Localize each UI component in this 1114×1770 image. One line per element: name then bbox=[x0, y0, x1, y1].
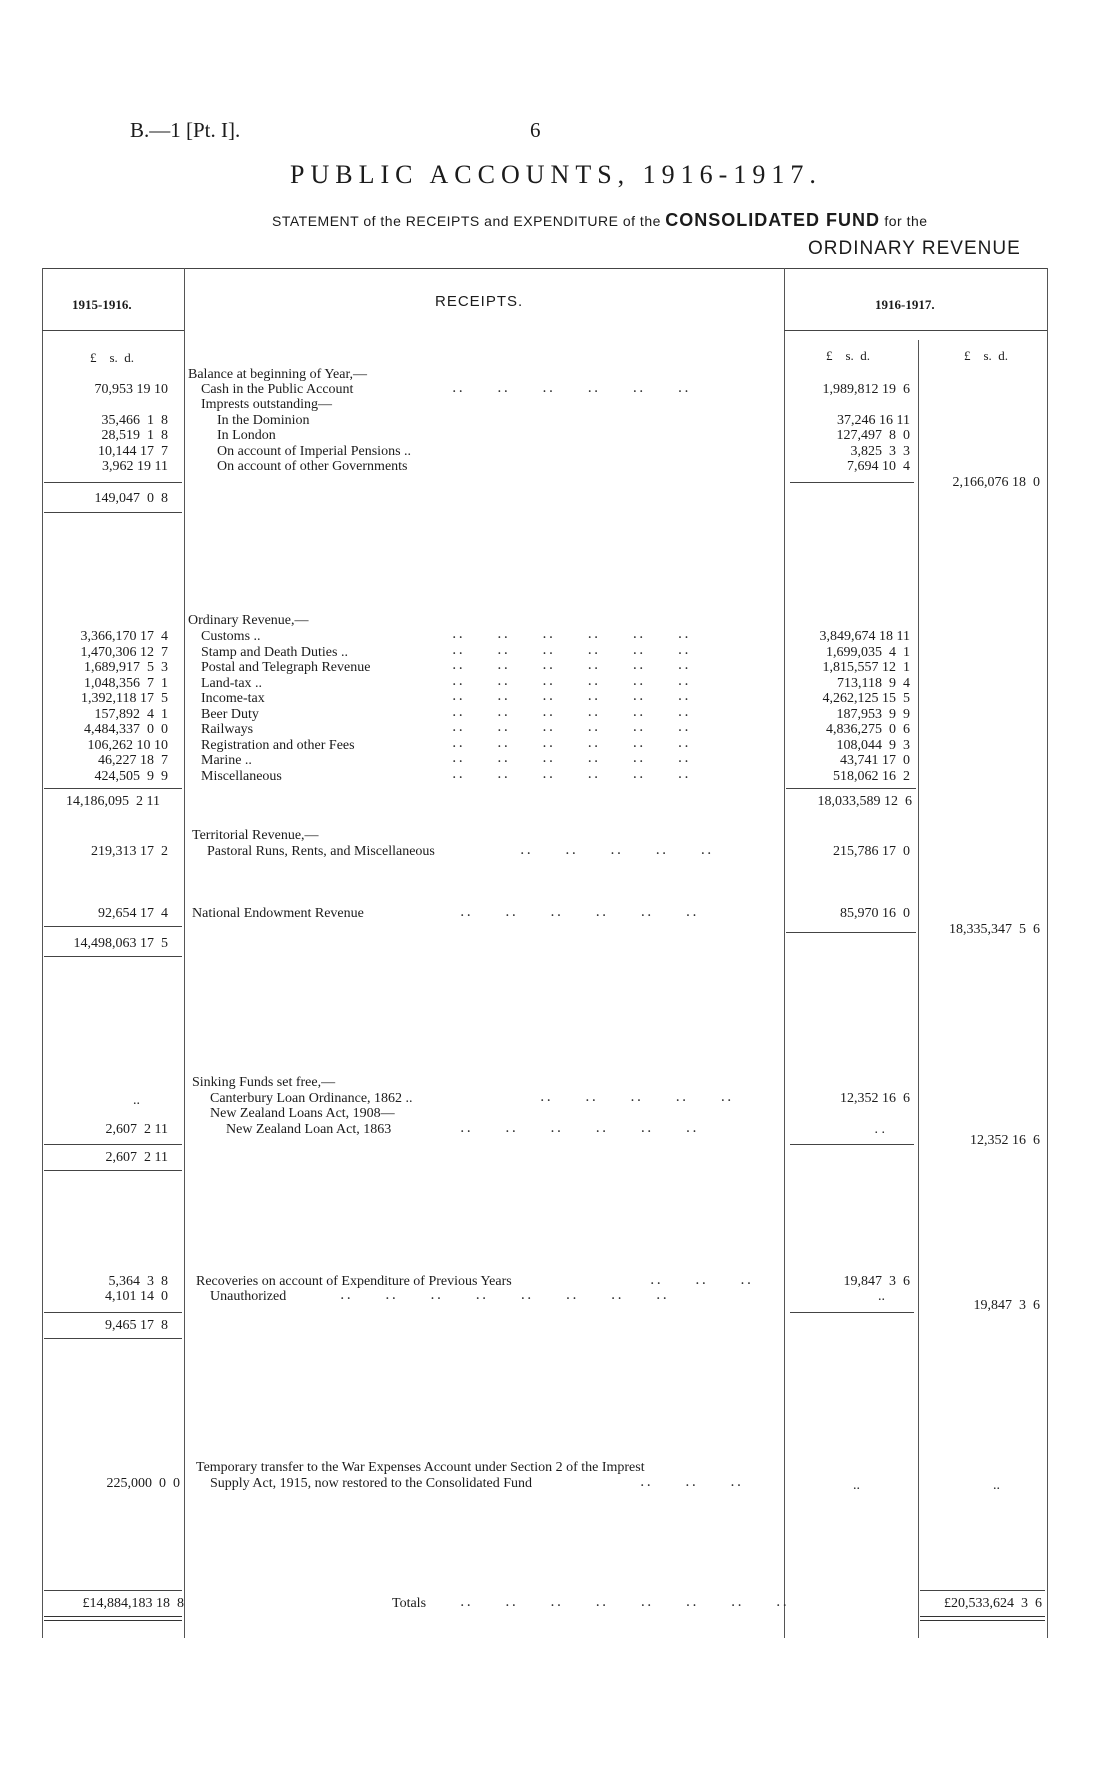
table-row: Registration and other Fees bbox=[201, 738, 355, 753]
list-item: In the Dominion bbox=[217, 413, 310, 428]
table-row: 4,836,275 0 6 bbox=[826, 722, 910, 737]
document-reference: B.—1 [Pt. I]. bbox=[130, 118, 241, 142]
temporary-label-b: Supply Act, 1915, now restored to the Consolidated Fund bbox=[210, 1476, 532, 1491]
subtitle-prefix: STATEMENT of the RECEIPTS and EXPENDITURE of the bbox=[272, 213, 661, 229]
divider-prev-year bbox=[184, 268, 185, 1638]
table-row: 1,699,035 4 1 bbox=[826, 645, 910, 660]
subtotal-rule bbox=[44, 788, 182, 789]
recoveries-subtotal-prev: 9,465 17 8 bbox=[105, 1318, 168, 1333]
totals-rule bbox=[920, 1590, 1045, 1591]
table-row: 4,262,125 15 5 bbox=[822, 691, 910, 706]
page-title: PUBLIC ACCOUNTS, 1916-1917. bbox=[290, 160, 822, 189]
subtotal-rule bbox=[786, 788, 916, 789]
sinking-row1-curr: 12,352 16 6 bbox=[840, 1091, 910, 1106]
table-row: Stamp and Death Duties .. bbox=[201, 645, 348, 660]
totals-double-rule bbox=[920, 1616, 1045, 1621]
territorial-curr: 215,786 17 0 bbox=[833, 844, 910, 859]
endowment-prev: 92,654 17 4 bbox=[98, 906, 168, 921]
list-item: In London bbox=[217, 428, 276, 443]
balance-total-curr: 2,166,076 18 0 bbox=[952, 475, 1040, 490]
table-row: Beer Duty bbox=[201, 707, 259, 722]
table-top-rule bbox=[42, 268, 1047, 269]
recoveries-row1-prev: 5,364 3 8 bbox=[108, 1274, 168, 1289]
sinking-subtotal-prev: 2,607 2 11 bbox=[105, 1150, 168, 1165]
table-row: 157,892 4 1 bbox=[94, 707, 168, 722]
group-total-curr: 18,335,347 5 6 bbox=[949, 922, 1040, 937]
balance-subtotal-prev: 149,047 0 8 bbox=[94, 491, 168, 506]
sinking-row2-curr: . . bbox=[874, 1122, 885, 1137]
temporary-total-curr: .. bbox=[993, 1478, 1000, 1493]
table-row: 1,815,557 12 1 bbox=[822, 660, 910, 675]
unit-mid: £ s. d. bbox=[826, 348, 871, 363]
subtotal-rule bbox=[786, 932, 916, 933]
dot-leader: .. .. .. bbox=[650, 1272, 754, 1288]
list-item: 3,962 19 11 bbox=[102, 459, 168, 474]
ordinary-heading: Ordinary Revenue,— bbox=[188, 613, 309, 628]
sinking-row1-label: Canterbury Loan Ordinance, 1862 .. bbox=[210, 1091, 413, 1106]
table-row: Miscellaneous bbox=[201, 769, 282, 784]
recoveries-row1-curr: 19,847 3 6 bbox=[843, 1274, 910, 1289]
group-total-prev: 14,498,063 17 5 bbox=[73, 936, 168, 951]
cash-label: Cash in the Public Account bbox=[201, 382, 354, 397]
subtotal-rule bbox=[44, 1170, 182, 1171]
table-row: Marine .. bbox=[201, 753, 252, 768]
sinking-heading: Sinking Funds set free,— bbox=[192, 1075, 336, 1090]
list-item: On account of other Governments bbox=[217, 459, 408, 474]
col-head-1916: 1916-1917. bbox=[875, 297, 935, 312]
subtotal-rule bbox=[790, 482, 914, 483]
table-row: Railways bbox=[201, 722, 254, 737]
table-row: 424,505 9 9 bbox=[94, 769, 168, 784]
subtitle-suffix: for the bbox=[884, 213, 928, 229]
territorial-heading: Territorial Revenue,— bbox=[192, 828, 319, 843]
subtotal-rule bbox=[790, 1144, 914, 1145]
dot-leader: .. .. .. bbox=[640, 1474, 744, 1490]
dot-leader: .. .. .. .. .. .. bbox=[460, 1120, 699, 1136]
table-row: Postal and Telegraph Revenue bbox=[201, 660, 371, 675]
sinking-total-curr: 12,352 16 6 bbox=[970, 1133, 1040, 1148]
table-row: 1,048,356 7 1 bbox=[84, 676, 168, 691]
sinking-row2-label-b: New Zealand Loan Act, 1863 bbox=[226, 1122, 392, 1137]
endowment-curr: 85,970 16 0 bbox=[840, 906, 910, 921]
table-row: 713,118 9 4 bbox=[837, 676, 910, 691]
list-item: 3,825 3 3 bbox=[850, 444, 910, 459]
table-row: Customs .. bbox=[201, 629, 261, 644]
subtotal-rule bbox=[44, 956, 182, 957]
ordinary-subtotal-curr: 18,033,589 12 6 bbox=[817, 794, 912, 809]
subtotal-rule bbox=[790, 1312, 914, 1313]
list-item: 35,466 1 8 bbox=[101, 413, 168, 428]
unit-right: £ s. d. bbox=[964, 348, 1009, 363]
totals-prev: £14,884,183 18 8 bbox=[82, 1596, 184, 1611]
right-border bbox=[1047, 268, 1048, 1638]
table-row: 518,062 16 2 bbox=[833, 769, 910, 784]
subtitle-fund: CONSOLIDATED FUND bbox=[665, 210, 880, 230]
subtotal-rule bbox=[44, 482, 182, 483]
unit-left: £ s. d. bbox=[90, 350, 135, 365]
statement-subtitle bbox=[272, 210, 928, 231]
table-row: 3,366,170 17 4 bbox=[80, 629, 168, 644]
table-row: 46,227 18 7 bbox=[98, 753, 168, 768]
table-row: 187,953 9 9 bbox=[836, 707, 910, 722]
page-number: 6 bbox=[530, 118, 541, 142]
dot-leader: .. .. .. .. .. bbox=[540, 1089, 734, 1105]
table-row: 1,392,118 17 5 bbox=[81, 691, 168, 706]
ordinary-revenue-heading: ORDINARY REVENUE bbox=[808, 238, 1021, 259]
ordinary-subtotal-prev: 14,186,095 2 11 bbox=[66, 794, 160, 809]
col-head-1915: 1915-1916. bbox=[72, 297, 132, 312]
recoveries-total-curr: 19,847 3 6 bbox=[973, 1298, 1040, 1313]
table-row: 108,044 9 3 bbox=[836, 738, 910, 753]
totals-curr: £20,533,624 3 6 bbox=[944, 1596, 1042, 1611]
table-row: 1,689,917 5 3 bbox=[84, 660, 168, 675]
subtotal-rule bbox=[44, 512, 182, 513]
cash-prev: 70,953 19 10 bbox=[94, 382, 168, 397]
table-row: Land-tax .. bbox=[201, 676, 263, 691]
subtotal-rule bbox=[44, 1312, 182, 1313]
temporary-label-a: Temporary transfer to the War Expenses Account under Section 2 of the Imprest bbox=[196, 1460, 645, 1475]
list-item: 7,694 10 4 bbox=[847, 459, 910, 474]
list-item: 10,144 17 7 bbox=[98, 444, 168, 459]
endowment-label: National Endowment Revenue bbox=[192, 906, 364, 921]
territorial-label: Pastoral Runs, Rents, and Miscellaneous bbox=[207, 844, 435, 859]
divider-curr-year bbox=[918, 340, 919, 1638]
dot-leader: .. .. .. .. .. .. bbox=[452, 380, 691, 396]
recoveries-row2-curr: .. bbox=[878, 1289, 885, 1304]
dot-leader: .. .. .. .. .. .. .. .. bbox=[460, 1594, 789, 1610]
dot-leaders-block: .. .. .. .. .. .. .. .. .. .. .. .. .. .. .. .. .. .. .. .. .. .. .. .. .. .. .. .. .. .. .. .. .. .. .. .. .. .. .. .. .. .. .. .. .. .. .. .. .. .. .. .. .. .. .. .. .. .. .. .. bbox=[452, 626, 691, 782]
territorial-prev: 219,313 17 2 bbox=[91, 844, 168, 859]
imprests-label: Imprests outstanding— bbox=[201, 397, 333, 412]
subtotal-rule bbox=[44, 1338, 182, 1339]
recoveries-row2-prev: 4,101 14 0 bbox=[105, 1289, 168, 1304]
dot-leader: .. .. .. .. .. bbox=[520, 842, 714, 858]
list-item: 28,519 1 8 bbox=[101, 428, 168, 443]
temporary-curr: .. bbox=[853, 1478, 860, 1493]
temporary-prev: 225,000 0 0 bbox=[106, 1476, 180, 1491]
table-row: 4,484,337 0 0 bbox=[84, 722, 168, 737]
sinking-row2-prev: 2,607 2 11 bbox=[105, 1122, 168, 1137]
table-row: Income-tax bbox=[201, 691, 265, 706]
table-row: 1,470,306 12 7 bbox=[80, 645, 168, 660]
recoveries-row2-label: Unauthorized bbox=[210, 1289, 287, 1304]
dot-leader: .. .. .. .. .. .. .. .. bbox=[340, 1287, 669, 1303]
list-item: 127,497 8 0 bbox=[836, 428, 910, 443]
table-row: 43,741 17 0 bbox=[840, 753, 910, 768]
sinking-row2-label-a: New Zealand Loans Act, 1908— bbox=[210, 1106, 395, 1121]
dot-leader: .. .. .. .. .. .. bbox=[460, 904, 699, 920]
table-row: 106,262 10 10 bbox=[87, 738, 168, 753]
sinking-row1-prev: .. bbox=[133, 1093, 140, 1108]
totals-double-rule bbox=[44, 1616, 182, 1621]
balance-heading: Balance at beginning of Year,— bbox=[188, 367, 368, 382]
header-rule-right bbox=[784, 330, 1047, 331]
cash-curr: 1,989,812 19 6 bbox=[822, 382, 910, 397]
recoveries-row1-label: Recoveries on account of Expenditure of Previous Years bbox=[196, 1274, 512, 1289]
header-rule-left bbox=[42, 330, 184, 331]
list-item: 37,246 16 11 bbox=[837, 413, 910, 428]
totals-label: Totals bbox=[392, 1596, 427, 1611]
totals-rule bbox=[44, 1590, 182, 1591]
subtotal-rule bbox=[44, 926, 182, 927]
list-item: On account of Imperial Pensions .. bbox=[217, 444, 412, 459]
table-row: 3,849,674 18 11 bbox=[819, 629, 910, 644]
col-head-receipts: RECEIPTS. bbox=[435, 293, 524, 310]
subtotal-rule bbox=[44, 1144, 182, 1145]
